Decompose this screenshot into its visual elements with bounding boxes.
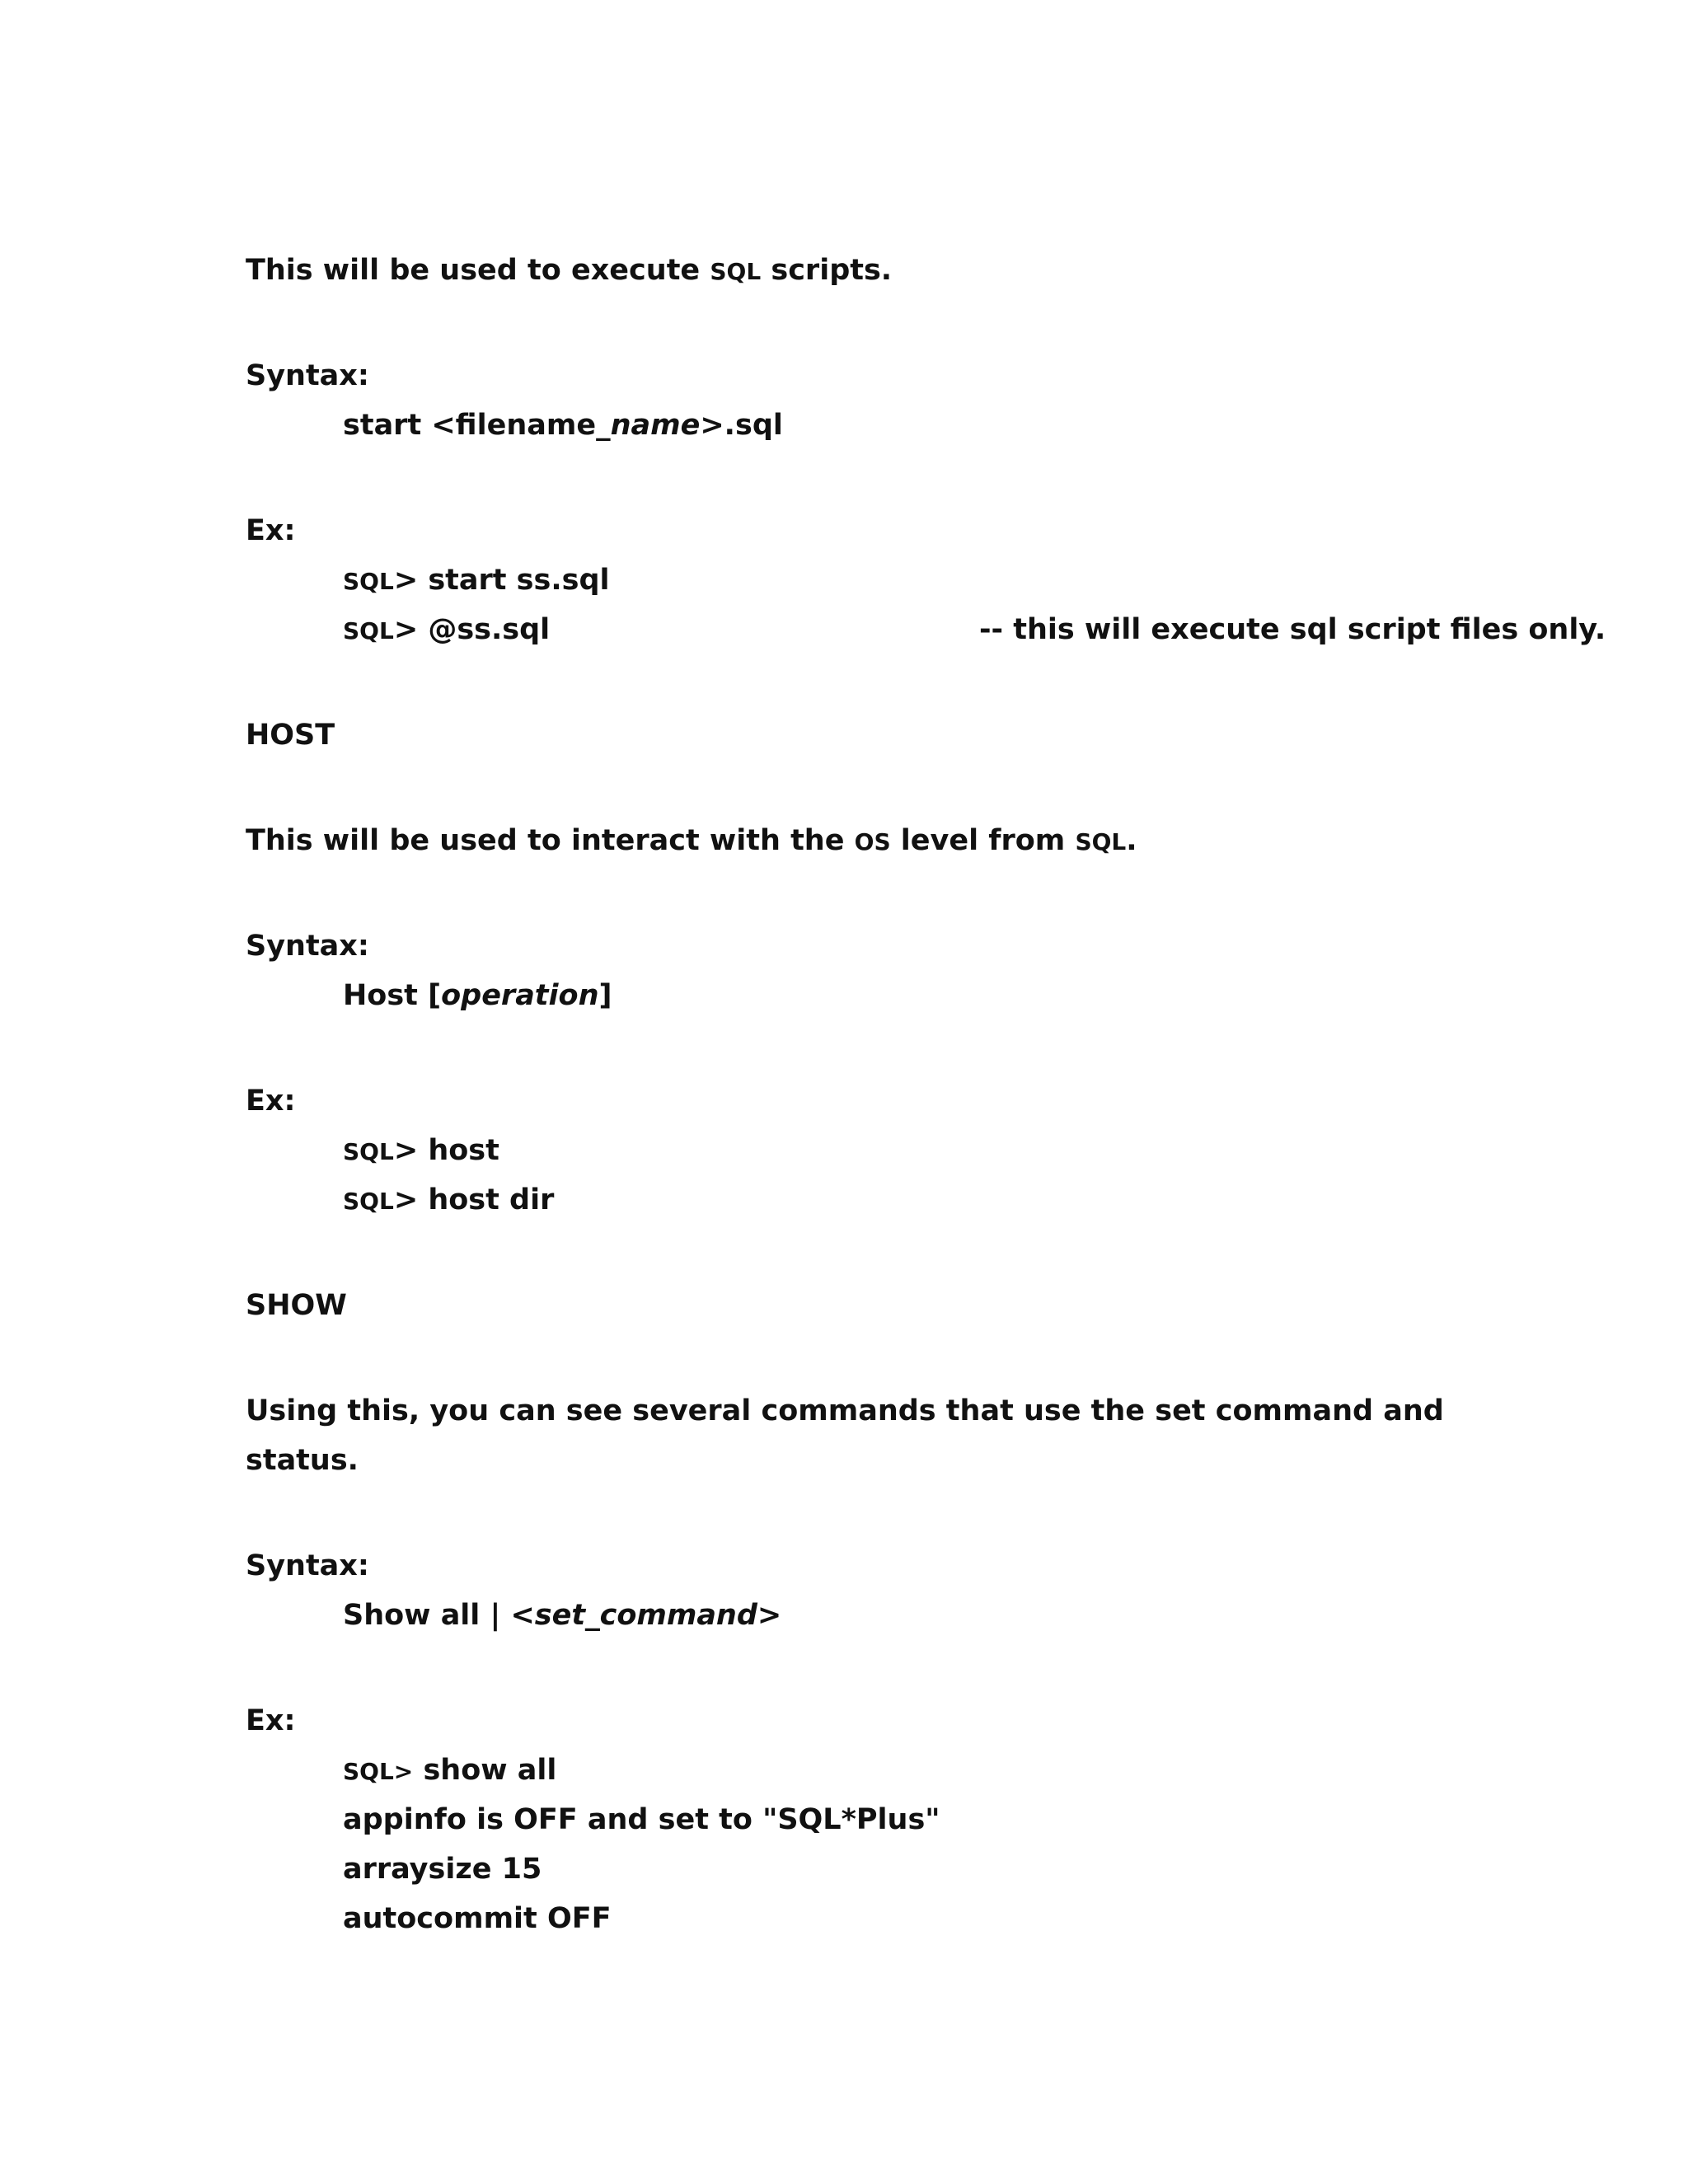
host-intro-mid: level from bbox=[890, 824, 1076, 857]
host-heading: HOST bbox=[246, 719, 335, 752]
host-syntax-italic: operation bbox=[441, 979, 599, 1012]
start-intro bbox=[246, 252, 892, 290]
show-syntax-label: Syntax: bbox=[246, 1549, 369, 1582]
sql-prompt: SQL bbox=[343, 1188, 394, 1215]
host-ex-line-2 bbox=[343, 1182, 554, 1220]
sql-prompt: SQL bbox=[343, 617, 394, 644]
host-ex-label: Ex: bbox=[246, 1085, 296, 1118]
start-ex-command-1: > start ss.sql bbox=[393, 564, 610, 597]
host-intro bbox=[246, 823, 1137, 860]
show-intro-line-2: status. bbox=[246, 1444, 359, 1477]
sql-smallcaps: SQL bbox=[710, 258, 762, 285]
show-syntax-text: Show all | < bbox=[343, 1599, 535, 1632]
show-heading: SHOW bbox=[246, 1289, 347, 1322]
host-intro-text: This will be used to interact with the bbox=[246, 824, 855, 857]
host-intro-tail: . bbox=[1126, 824, 1137, 857]
sql-smallcaps: SQL bbox=[1075, 828, 1127, 855]
start-ex-line-2 bbox=[343, 612, 1606, 649]
host-ex-command-2: > host dir bbox=[393, 1183, 555, 1216]
host-ex-line-1 bbox=[343, 1132, 499, 1170]
start-ex-command-2: > @ss.sql bbox=[393, 613, 551, 646]
start-syntax-tail: >.sql bbox=[700, 409, 783, 442]
host-ex-command-1: > host bbox=[393, 1134, 499, 1167]
show-ex-line-1 bbox=[343, 1752, 556, 1790]
show-syntax-italic: set_command bbox=[534, 1599, 757, 1632]
show-syntax-tail: > bbox=[757, 1599, 782, 1632]
start-syntax-italic: name bbox=[610, 409, 701, 442]
start-intro-text: This will be used to execute bbox=[246, 254, 710, 287]
host-syntax-tail: ] bbox=[598, 979, 612, 1012]
start-syntax-text: start <filename_ bbox=[343, 409, 611, 442]
start-ex-label: Ex: bbox=[246, 514, 296, 547]
show-syntax-line bbox=[343, 1597, 781, 1633]
show-output-line-1: appinfo is OFF and set to "SQL*Plus" bbox=[343, 1803, 940, 1836]
sql-prompt: SQL bbox=[343, 568, 394, 595]
os-smallcaps: OS bbox=[854, 828, 891, 855]
host-syntax-label: Syntax: bbox=[246, 930, 369, 963]
start-ex-comment: -- this will execute sql script files only. bbox=[979, 613, 1606, 646]
show-intro-line-1: Using this, you can see several commands that use the set command and bbox=[246, 1394, 1444, 1427]
host-syntax-line bbox=[343, 977, 612, 1014]
sql-prompt: SQL> bbox=[343, 1758, 414, 1785]
start-syntax-label: Syntax: bbox=[246, 359, 369, 392]
start-ex-line-1 bbox=[343, 562, 610, 600]
start-intro-tail: scripts. bbox=[761, 254, 893, 287]
start-syntax-line bbox=[343, 407, 783, 443]
sql-prompt: SQL bbox=[343, 1138, 394, 1165]
host-syntax-text: Host [ bbox=[343, 979, 442, 1012]
show-ex-command-1: show all bbox=[413, 1754, 557, 1787]
show-ex-label: Ex: bbox=[246, 1704, 296, 1737]
show-output-line-2: arraysize 15 bbox=[343, 1853, 542, 1886]
show-output-line-3: autocommit OFF bbox=[343, 1902, 612, 1935]
